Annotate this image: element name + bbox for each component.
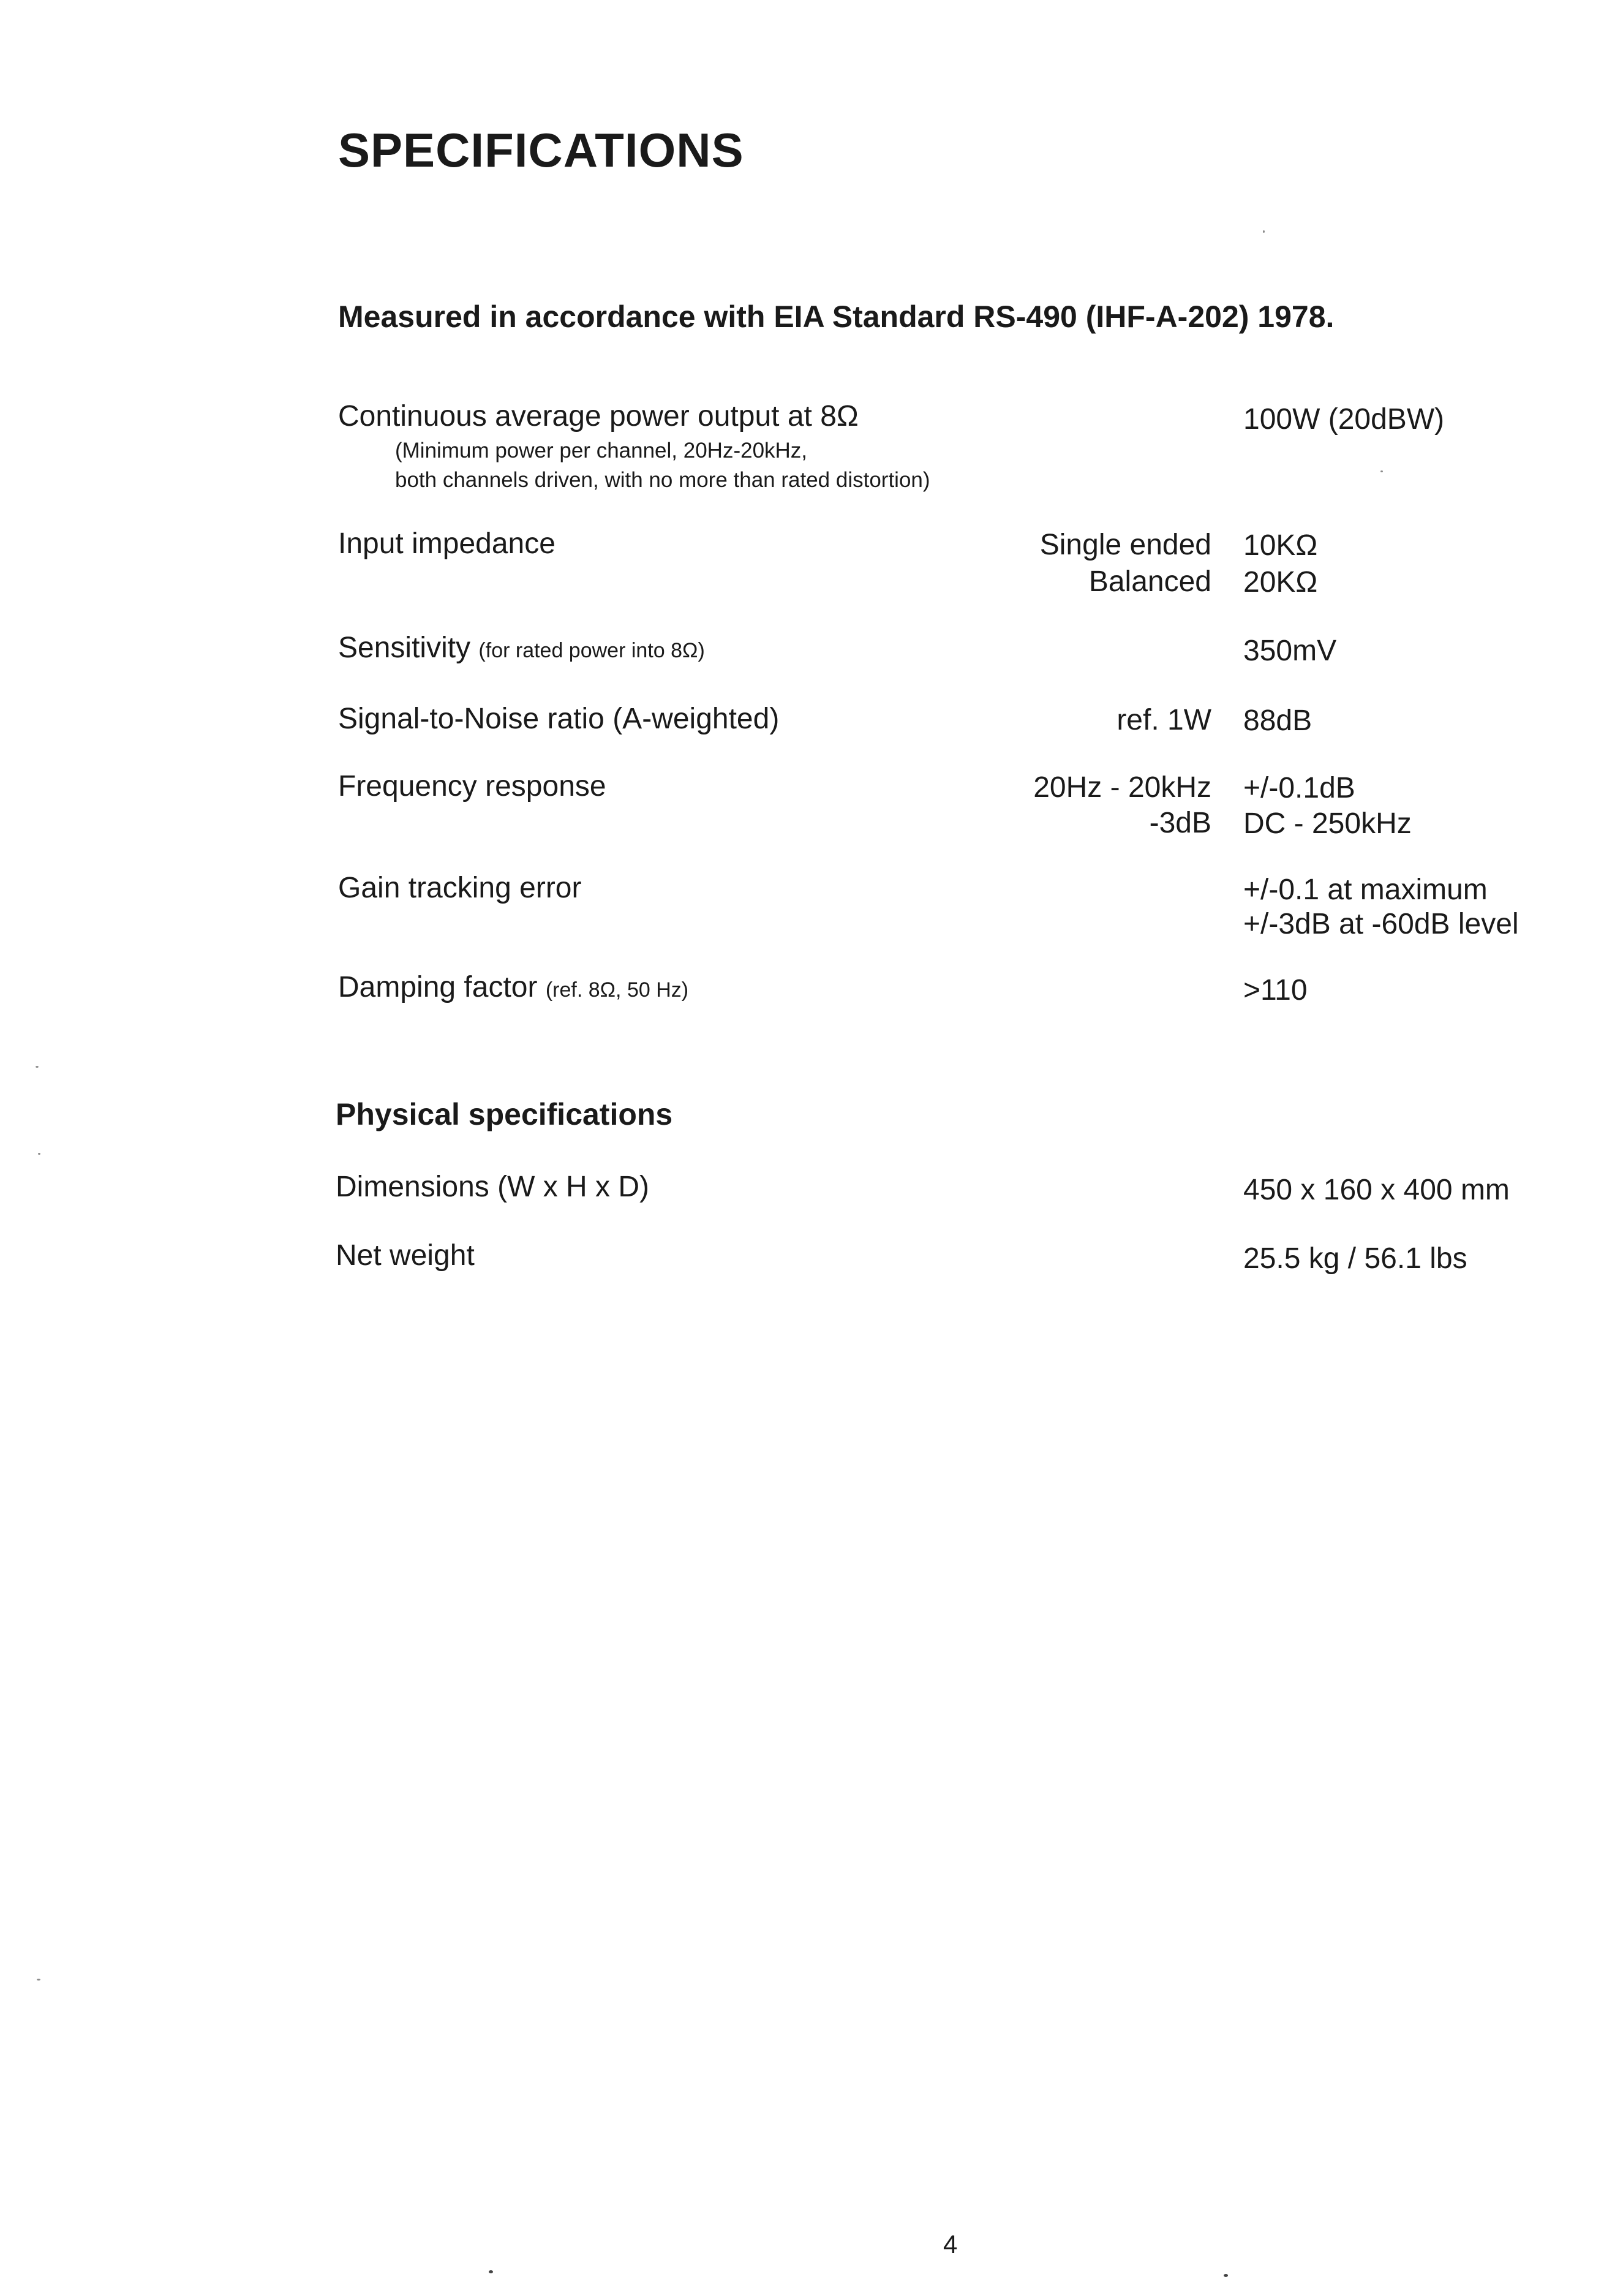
spec-label-net-weight: Net weight (336, 1239, 475, 1272)
scan-speck (1224, 2274, 1228, 2277)
spec-label-damping-main: Damping factor (338, 971, 538, 1003)
spec-value-snr: 88dB (1243, 704, 1312, 737)
spec-note-power-line2: both channels driven, with no more than rated distortion) (395, 468, 930, 492)
spec-value-gain-tracking-max: +/-0.1 at maximum (1243, 874, 1488, 906)
scan-speck (1380, 470, 1383, 472)
spec-value-bandwidth: DC - 250kHz (1243, 807, 1412, 840)
spec-value-frequency-flatness: +/-0.1dB (1243, 772, 1355, 804)
spec-label-snr: Signal-to-Noise ratio (A-weighted) (338, 703, 780, 735)
spec-condition-3db: -3dB (1149, 807, 1211, 839)
spec-label-gain-tracking: Gain tracking error (338, 872, 582, 904)
spec-label-dimensions: Dimensions (W x H x D) (336, 1171, 650, 1203)
spec-note-power-line1: (Minimum power per channel, 20Hz-20kHz, (395, 439, 808, 463)
spec-label-damping-note: (ref. 8Ω, 50 Hz) (545, 978, 689, 1002)
spec-value-damping-factor: >110 (1243, 974, 1308, 1006)
spec-label-power: Continuous average power output at 8Ω (338, 400, 859, 432)
spec-value-dimensions: 450 x 160 x 400 mm (1243, 1174, 1510, 1206)
spec-label-sensitivity (338, 631, 705, 665)
page-number: 4 (943, 2230, 958, 2259)
spec-label-sensitivity-main: Sensitivity (338, 632, 471, 664)
spec-condition-snr: ref. 1W (1117, 704, 1211, 736)
page-title: SPECIFICATIONS (338, 123, 744, 177)
spec-value-gain-tracking-60db: +/-3dB at -60dB level (1243, 908, 1519, 940)
scan-speck (489, 2270, 493, 2273)
spec-value-single-ended: 10KΩ (1243, 529, 1318, 562)
scan-speck (38, 1153, 40, 1155)
physical-specs-heading: Physical specifications (336, 1097, 673, 1131)
spec-condition-frequency-range: 20Hz - 20kHz (1033, 771, 1211, 804)
spec-label-damping-factor (338, 970, 688, 1004)
scan-speck (37, 1979, 40, 1981)
scan-speck (36, 1066, 39, 1068)
scan-speck (1263, 230, 1265, 233)
spec-label-frequency-response: Frequency response (338, 770, 606, 802)
measurement-standard-heading: Measured in accordance with EIA Standard RS-490 (IHF-A-202) 1978. (338, 300, 1335, 334)
spec-condition-balanced: Balanced (1088, 565, 1211, 598)
spec-value-balanced: 20KΩ (1243, 566, 1318, 599)
spec-value-sensitivity: 350mV (1243, 635, 1337, 667)
spec-value-net-weight: 25.5 kg / 56.1 lbs (1243, 1242, 1467, 1275)
spec-condition-single-ended: Single ended (1039, 529, 1211, 561)
spec-label-sensitivity-note: (for rated power into 8Ω) (478, 639, 705, 662)
spec-label-input-impedance: Input impedance (338, 527, 555, 560)
spec-value-power: 100W (20dBW) (1243, 403, 1445, 436)
